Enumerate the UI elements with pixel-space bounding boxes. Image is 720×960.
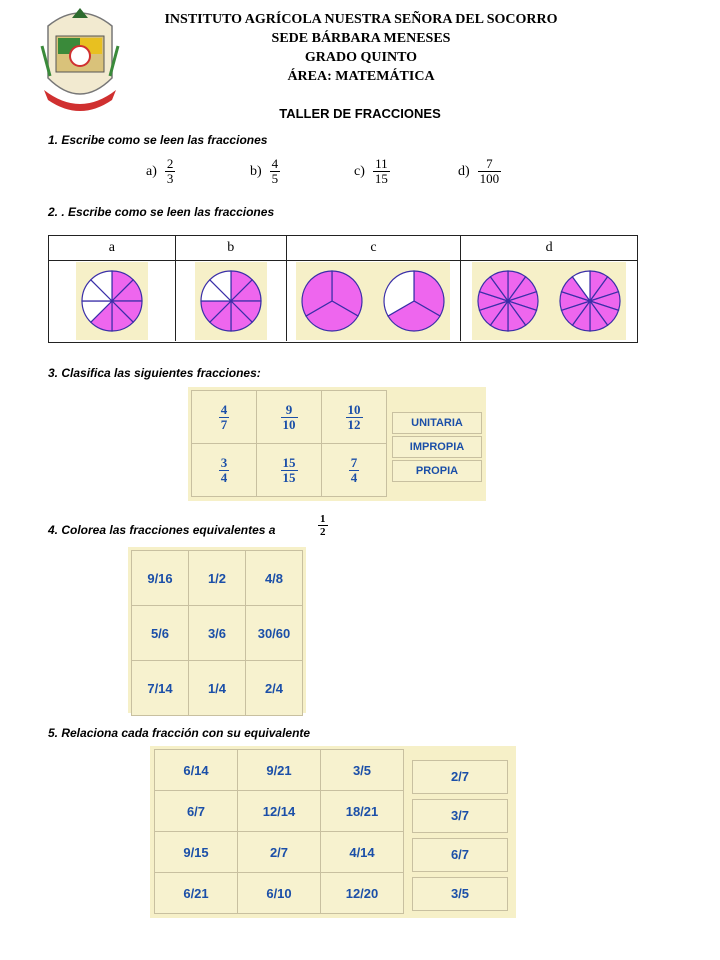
fraction xyxy=(281,456,298,485)
fraction-pie xyxy=(199,269,263,333)
numerator: 4 xyxy=(271,156,279,171)
grid-cell xyxy=(322,391,387,444)
category-unitaria: UNITARIA xyxy=(392,412,482,434)
match-target: 2/7 xyxy=(412,760,508,794)
fraction-pie xyxy=(558,269,622,333)
grid-cell[interactable]: 2/4 xyxy=(246,661,303,716)
pie-column-header: b xyxy=(176,236,287,260)
numerator: 15 xyxy=(282,454,296,470)
grid-cell[interactable]: 1/2 xyxy=(189,551,246,606)
match-target: 3/5 xyxy=(412,877,508,911)
q1-fraction xyxy=(373,157,390,186)
header-line-grade: GRADO QUINTO xyxy=(304,50,418,65)
fraction-pie xyxy=(382,269,446,333)
question-1-fractions xyxy=(146,157,562,186)
fraction xyxy=(219,456,230,485)
match-panel xyxy=(150,746,516,918)
numerator: 1 xyxy=(320,513,326,525)
classify-panel xyxy=(188,387,486,501)
fraction xyxy=(219,403,230,432)
numerator: 9 xyxy=(285,401,293,417)
equivalents-panel xyxy=(128,547,306,713)
worksheet-title: TALLER DE FRACCIONES xyxy=(279,106,441,121)
numerator: 3 xyxy=(220,454,228,470)
fraction xyxy=(346,403,363,432)
numerator: 2 xyxy=(166,156,174,171)
q1-item-label: d) xyxy=(458,163,470,179)
denominator: 10 xyxy=(282,416,296,432)
match-target: 6/7 xyxy=(412,838,508,872)
grid-cell: 6/14 xyxy=(155,750,238,791)
q1-fraction xyxy=(478,157,502,186)
question-3-title: 3. Clasifica las siguientes fracciones: xyxy=(48,366,261,380)
header-line-area: ÁREA: MATEMÁTICA xyxy=(287,69,435,84)
fraction-pie xyxy=(80,269,144,333)
grid-cell[interactable]: 9/16 xyxy=(132,551,189,606)
fraction xyxy=(349,456,360,485)
question-2-title: 2. . Escribe como se leen las fracciones xyxy=(48,205,275,219)
denominator: 5 xyxy=(271,171,279,186)
denominator: 100 xyxy=(479,171,500,186)
equivalents-grid xyxy=(131,550,303,716)
q1-item-label: b) xyxy=(250,163,262,179)
school-header xyxy=(118,10,604,86)
numerator: 10 xyxy=(347,401,361,417)
header-line-institution: INSTITUTO AGRÍCOLA NUESTRA SEÑORA DEL SOCORRO xyxy=(164,12,558,27)
numerator: 4 xyxy=(220,401,228,417)
fraction-pie xyxy=(476,269,540,333)
category-propia: PROPIA xyxy=(392,460,482,482)
grid-cell[interactable]: 5/6 xyxy=(132,606,189,661)
q1-item-d xyxy=(458,157,562,186)
grid-cell xyxy=(322,444,387,497)
header-line-campus: SEDE BÁRBARA MENESES xyxy=(271,31,451,46)
q1-fraction xyxy=(270,157,281,186)
denominator: 4 xyxy=(350,469,358,485)
pie-column-header: c xyxy=(287,236,462,260)
denominator: 12 xyxy=(347,416,361,432)
grid-cell: 6/7 xyxy=(155,791,238,832)
grid-cell: 2/7 xyxy=(238,832,321,873)
grid-cell: 6/21 xyxy=(155,873,238,914)
grid-cell: 9/21 xyxy=(238,750,321,791)
grid-cell[interactable]: 7/14 xyxy=(132,661,189,716)
q1-item-label: c) xyxy=(354,163,365,179)
q1-item-a xyxy=(146,157,250,186)
match-source-grid xyxy=(154,749,404,914)
grid-cell: 3/5 xyxy=(321,750,404,791)
denominator: 4 xyxy=(220,469,228,485)
numerator: 7 xyxy=(486,156,493,171)
reference-fraction xyxy=(318,513,328,538)
pie-column-header: d xyxy=(545,240,553,255)
pie-chart-table xyxy=(48,235,638,343)
fraction xyxy=(281,403,298,432)
denominator: 15 xyxy=(282,469,296,485)
numerator: 11 xyxy=(375,156,388,171)
grid-cell xyxy=(257,391,322,444)
grid-cell[interactable]: 1/4 xyxy=(189,661,246,716)
grid-cell: 18/21 xyxy=(321,791,404,832)
question-4-title: 4. Colorea las fracciones equivalentes a xyxy=(48,523,276,537)
category-list xyxy=(392,412,482,482)
school-crest-icon xyxy=(38,6,122,118)
grid-cell[interactable]: 3/6 xyxy=(189,606,246,661)
grid-cell: 9/15 xyxy=(155,832,238,873)
category-impropia: IMPROPIA xyxy=(392,436,482,458)
denominator: 3 xyxy=(166,171,174,186)
pie-column-header: a xyxy=(49,236,176,260)
denominator: 15 xyxy=(374,171,388,186)
grid-cell[interactable]: 30/60 xyxy=(246,606,303,661)
q1-item-c xyxy=(354,157,458,186)
grid-cell: 12/14 xyxy=(238,791,321,832)
match-target-list xyxy=(412,760,508,911)
question-1-title: 1. Escribe como se leen las fracciones xyxy=(48,133,268,147)
grid-cell: 12/20 xyxy=(321,873,404,914)
q1-item-label: a) xyxy=(146,163,157,179)
denominator: 2 xyxy=(320,526,326,538)
denominator: 7 xyxy=(220,416,228,432)
question-5-title: 5. Relaciona cada fracción con su equivalente xyxy=(48,726,311,740)
grid-cell xyxy=(257,444,322,497)
fraction-pie xyxy=(300,269,364,333)
grid-cell xyxy=(192,391,257,444)
numerator: 7 xyxy=(350,454,358,470)
q1-fraction xyxy=(165,157,176,186)
q1-item-b xyxy=(250,157,354,186)
match-target: 3/7 xyxy=(412,799,508,833)
classify-fraction-grid xyxy=(191,390,387,497)
grid-cell: 4/14 xyxy=(321,832,404,873)
grid-cell[interactable]: 4/8 xyxy=(246,551,303,606)
grid-cell: 6/10 xyxy=(238,873,321,914)
grid-cell xyxy=(192,444,257,497)
